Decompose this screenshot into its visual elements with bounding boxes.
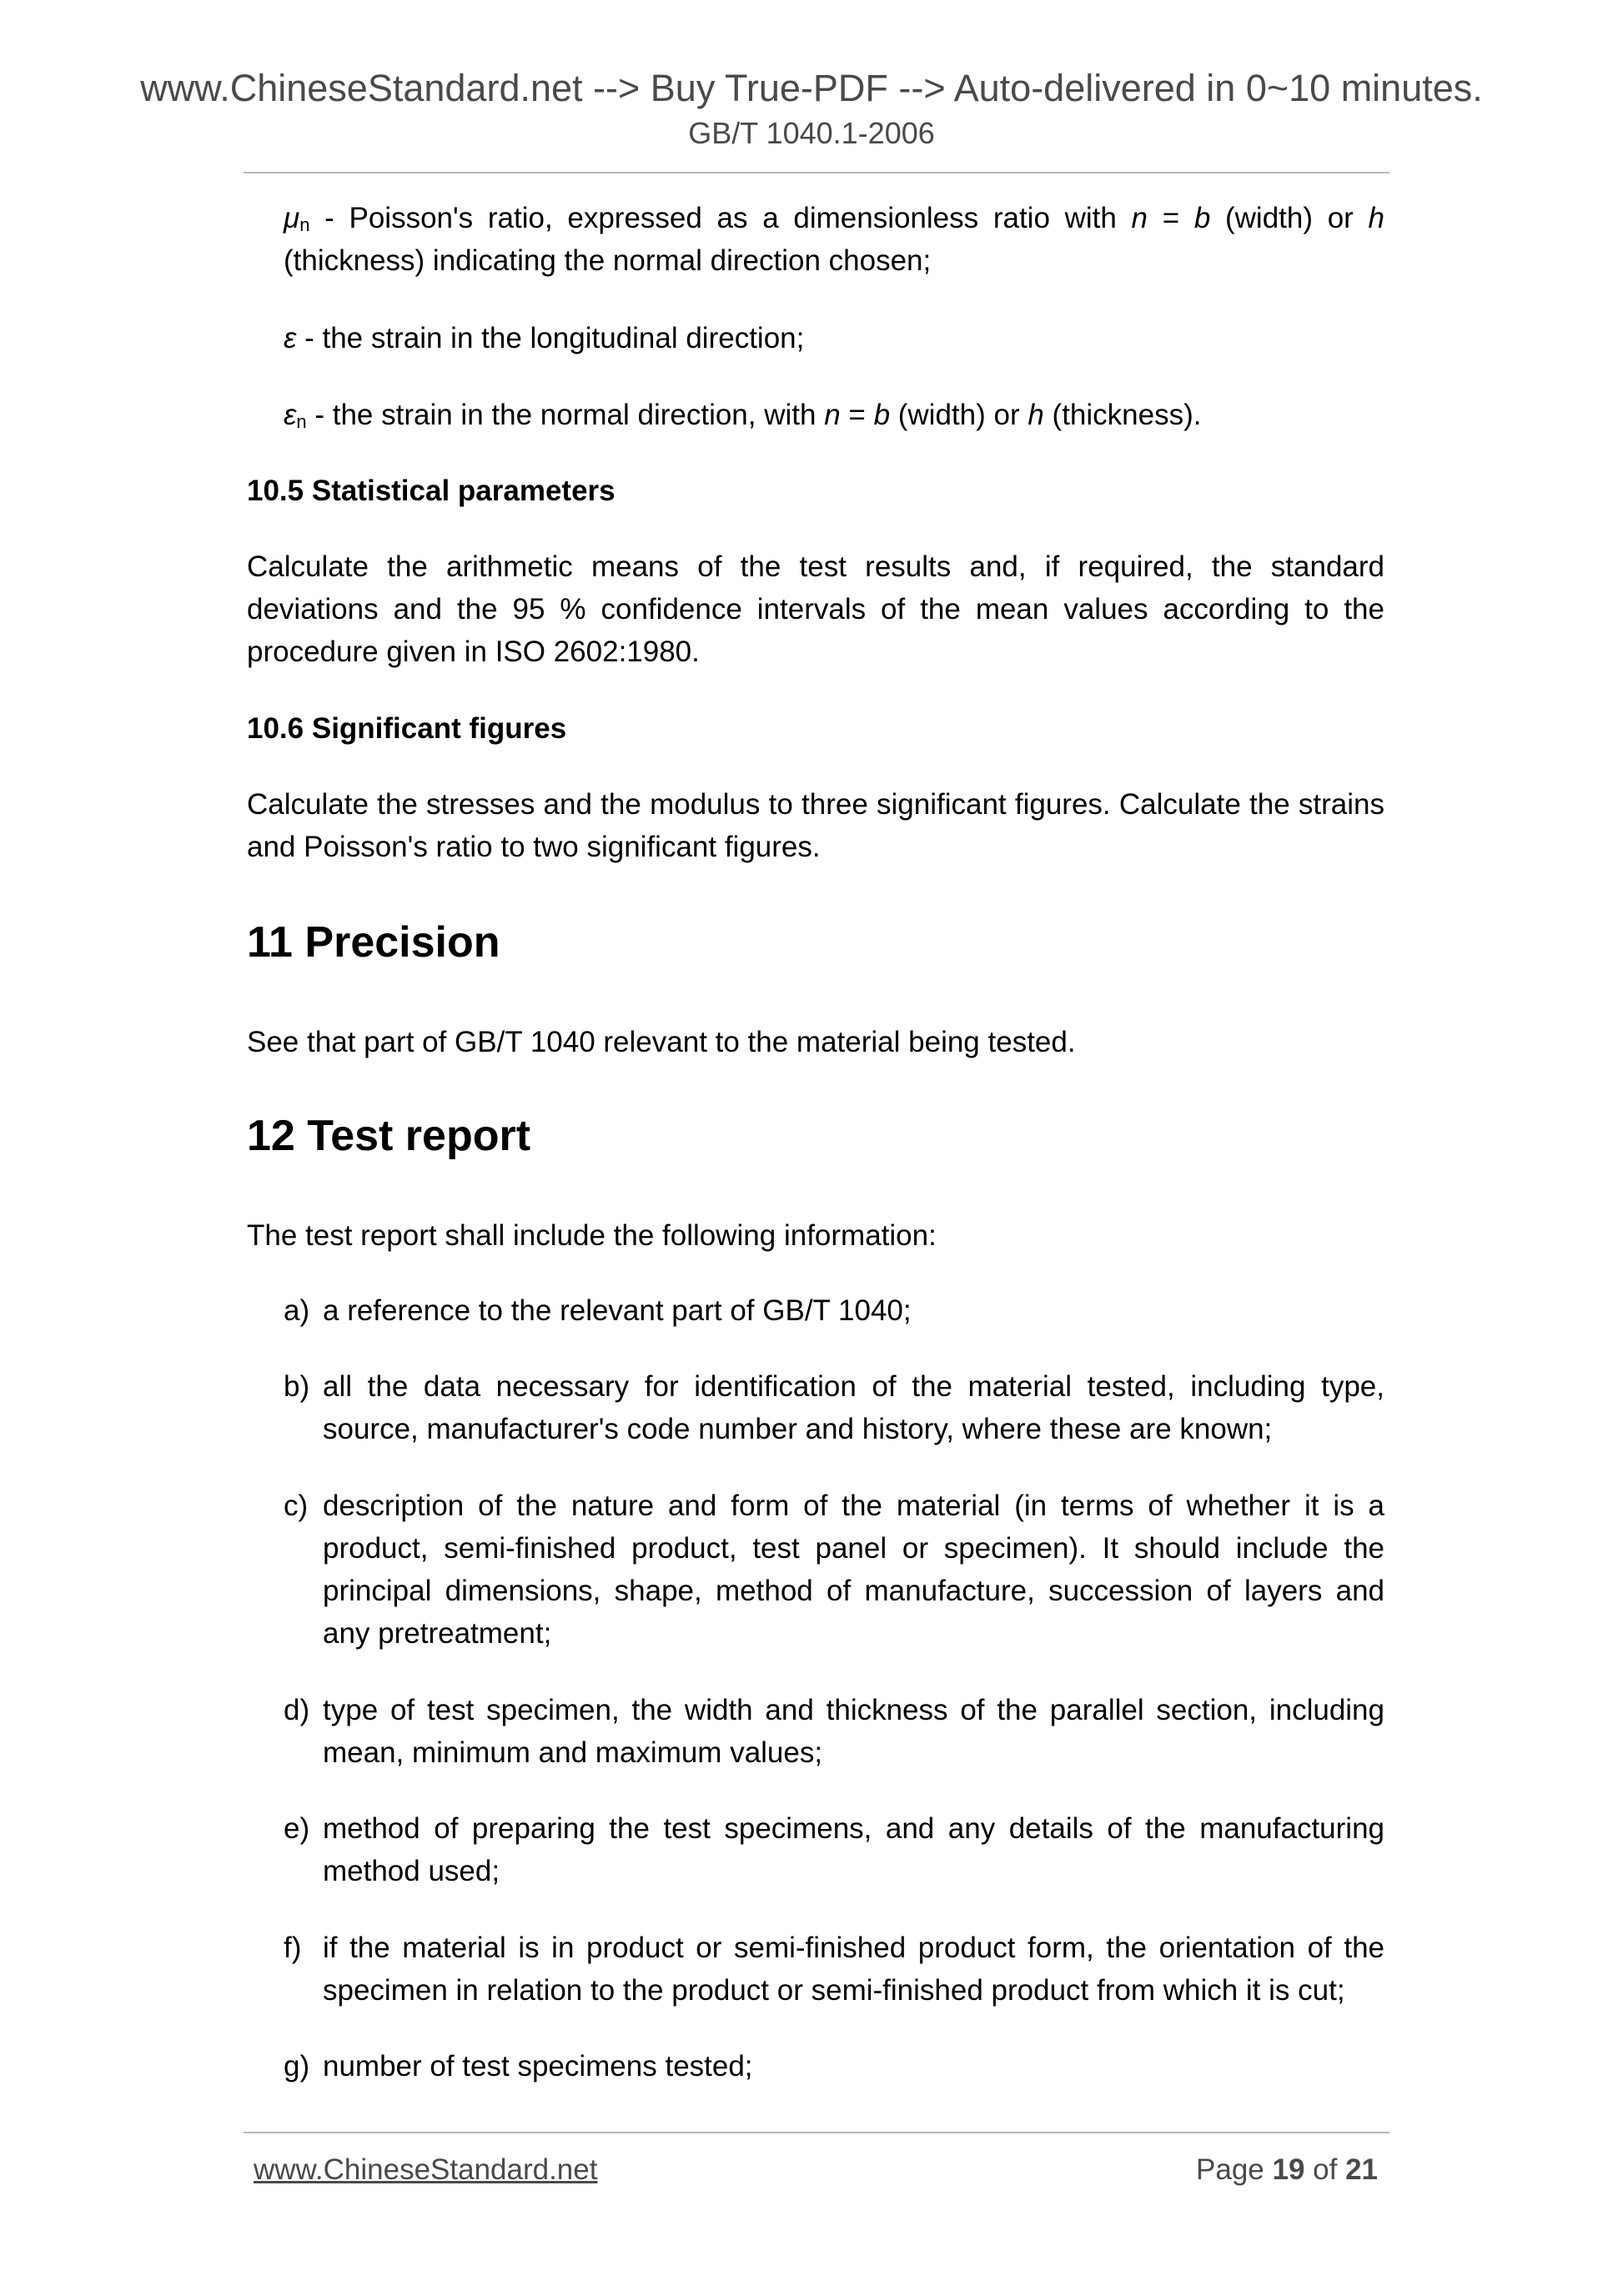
paragraph-test-report-intro: The test report shall include the following information: [247, 1219, 937, 1252]
list-marker: b) [284, 1370, 310, 1403]
definition-text: (width) or [1210, 202, 1369, 234]
page-of-label: of [1304, 2153, 1346, 2186]
current-page: 19 [1272, 2153, 1305, 2186]
list-marker: c) [284, 1490, 309, 1522]
definition-text: (thickness) indicating the normal direction chosen; [284, 244, 932, 277]
definition-mu-n [284, 197, 1384, 282]
list-item [284, 1485, 1384, 1655]
list-item-text: type of test specimen, the width and thickness of the parallel section, including mean, minimum and maximum values; [323, 1694, 1384, 1769]
list-item-text: if the material is in product or semi-finished product form, the orientation of the specimen in relation to the product or semi-finished product from which it is cut; [323, 1932, 1384, 2007]
equals-sign: = [840, 399, 874, 431]
definition-text: - Poisson's ratio, expressed as a dimensionless ratio with [309, 202, 1132, 234]
definition-text: - the strain in the longitudinal direction; [296, 322, 805, 354]
heading-10-6: 10.6 Significant figures [247, 712, 567, 745]
list-marker: f) [284, 1932, 302, 1964]
list-item [284, 1689, 1384, 1774]
page-label: Page [1196, 2153, 1273, 2186]
mu-symbol: μ [284, 202, 300, 234]
paragraph-precision: See that part of GB/T 1040 relevant to the material being tested. [247, 1026, 1076, 1058]
heading-10-5: 10.5 Statistical parameters [247, 475, 616, 507]
heading-12-test-report: 12 Test report [247, 1112, 531, 1160]
variable-h: h [1368, 202, 1384, 234]
list-item-text: method of preparing the test specimens, and any details of the manufacturing method used; [323, 1812, 1384, 1887]
document-code: GB/T 1040.1-2006 [688, 116, 935, 150]
list-marker: e) [284, 1812, 310, 1845]
total-pages: 21 [1345, 2153, 1378, 2186]
variable-b: b [1193, 202, 1211, 234]
paragraph-statistical-parameters: Calculate the arithmetic means of the test results and, if required, the standard deviations and the 95 % confidence intervals of the mean values according to the procedure given in ISO 2602:1980. [247, 550, 1384, 668]
mu-subscript: n [299, 214, 310, 235]
list-marker: d) [284, 1694, 310, 1726]
equals-sign: = [1148, 202, 1194, 234]
page-number [1196, 2150, 1378, 2190]
variable-n: n [824, 399, 841, 431]
variable-h: h [1028, 399, 1044, 431]
list-item-text: a reference to the relevant part of GB/T 1040; [323, 1294, 912, 1327]
paragraph-significant-figures: Calculate the stresses and the modulus to three significant figures. Calculate the strains and Poisson's ratio to two significant figures. [247, 788, 1384, 863]
list-item [284, 1927, 1384, 2012]
variable-b: b [873, 399, 891, 431]
header-divider [244, 172, 1389, 173]
footer-website-link[interactable]: www.ChineseStandard.net [254, 2153, 598, 2186]
list-item-text: description of the nature and form of the material (in terms of whether it is a product, semi-finished product, test panel or specimen). It should include the principal dimensions, shape, method of manufacture, succession of layers and any pretreatment; [323, 1490, 1384, 1650]
variable-n: n [1131, 202, 1148, 234]
definition-text: (width) or [890, 399, 1028, 431]
list-item-text: number of test specimens tested; [323, 2050, 753, 2082]
list-marker: g) [284, 2050, 310, 2082]
list-item [284, 2045, 1384, 2088]
list-item [284, 1365, 1384, 1450]
list-item [284, 1289, 1384, 1332]
epsilon-symbol: ε [284, 322, 297, 354]
footer-divider [244, 2132, 1389, 2133]
list-marker: a) [284, 1294, 310, 1327]
epsilon-symbol: ε [284, 399, 297, 431]
heading-11-precision: 11 Precision [247, 918, 500, 967]
list-item [284, 1807, 1384, 1892]
epsilon-subscript: n [296, 411, 307, 432]
definition-text: - the strain in the normal direction, with [306, 399, 825, 431]
definition-epsilon [284, 317, 1384, 359]
header-banner: www.ChineseStandard.net --> Buy True-PDF --> Auto-delivered in 0~10 minutes. [140, 67, 1483, 109]
definition-text: (thickness). [1043, 399, 1202, 431]
definition-epsilon-n [284, 394, 1384, 436]
list-item-text: all the data necessary for identification of the material tested, including type, source, manufacturer's code number and history, where these are known; [323, 1370, 1384, 1445]
